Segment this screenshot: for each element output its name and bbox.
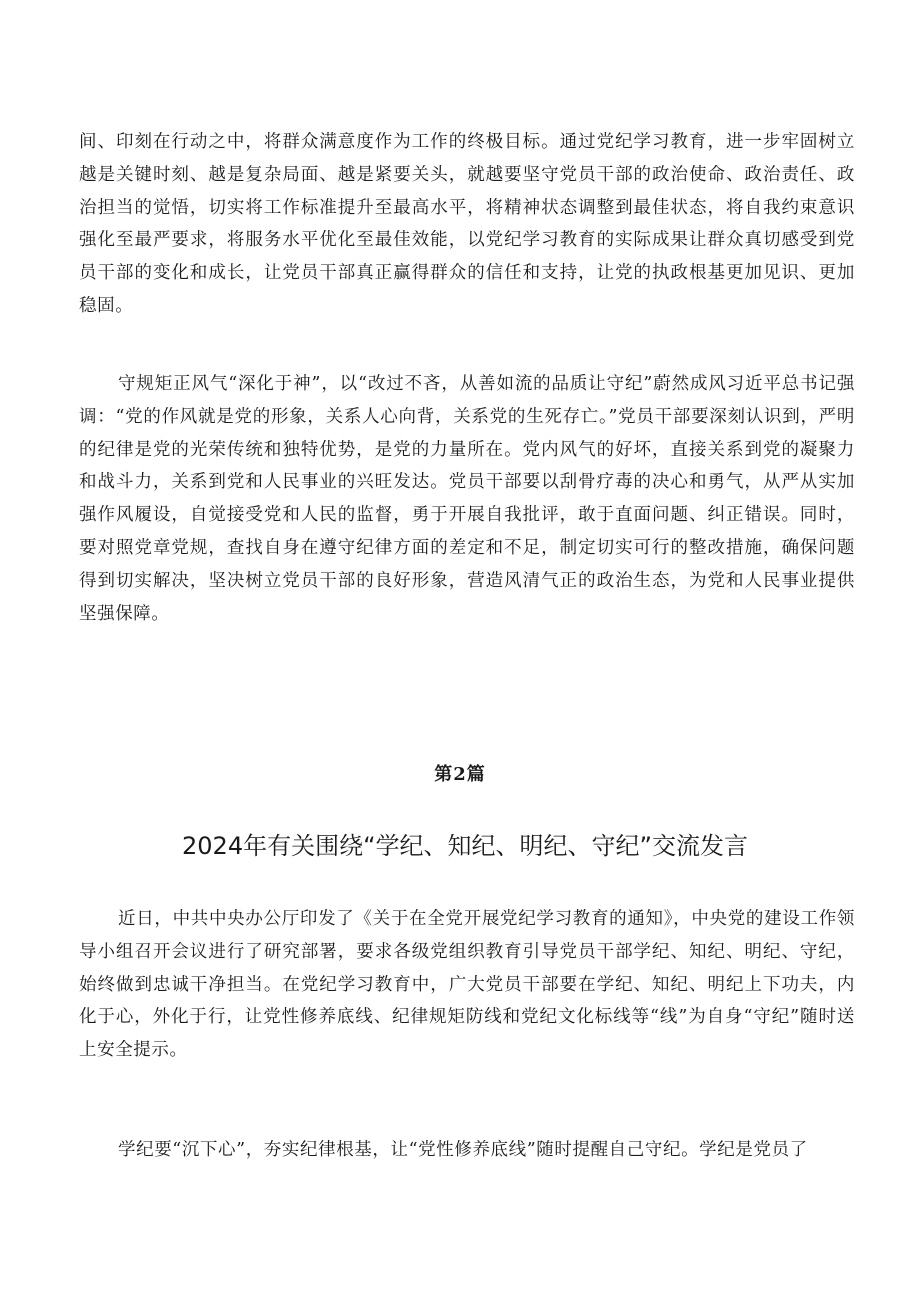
document-title: 2024年有关围绕“学纪、知纪、明纪、守纪”交流发言 — [182, 832, 748, 860]
body-paragraph: 学纪要“沉下心”，夯实纪律根基，让“党性修养底线”随时提醒自己守纪。学纪是党员了 — [118, 1140, 808, 1160]
section-label: 第2篇 — [434, 764, 486, 785]
body-paragraph: 近日，中共中央办公厅印发了《关于在全党开展党纪学习教育的通知》，中央党的建设工作领导小组召开会议进行了研究部署，要求各级党组织教育引导党员干部学纪、知纪、明纪、守纪，始终做到忠诚干净担当。在党纪学习教育中，广大党员干部要在学纪、知纪、明纪上下功夫，内化于心，外化于行，让党性修养底线、纪律规矩防线和党纪文化标线等“线”为自身“守纪”随时送上安全提示。 — [79, 909, 855, 1061]
body-paragraph: 间、印刻在行动之中，将群众满意度作为工作的终极目标。通过党纪学习教育，进一步牢固树立越是关键时刻、越是复杂局面、越是紧要关头，就越要坚守党员干部的政治使命、政治责任、政治担当的觉悟，切实将工作标准提升至最高水平，将精神状态调整到最佳状态，将自我约束意识强化至最严要求，将服务水平优化至最佳效能，以党纪学习教育的实际成果让群众真切感受到党员干部的变化和成长，让党员干部真正赢得群众的信任和支持，让党的执政根基更加见识、更加稳固。 — [79, 132, 855, 316]
body-paragraph: 守规矩正风气“深化于神”，以“改过不吝，从善如流的品质让守纪”蔚然成风习近平总书记强调：“党的作风就是党的形象，关系人心向背，关系党的生死存亡。”党员干部要深刻认识到，严明的纪律是党的光荣传统和独特优势，是党的力量所在。党内风气的好坏，直接关系到党的凝聚力和战斗力，关系到党和人民事业的兴旺发达。党员干部要以刮骨疗毒的决心和勇气，从严从实加强作风履设，自觉接受党和人民的监督，勇于开展自我批评，敢于直面问题、纠正错误。同时，要对照党章党规，查找自身在遵守纪律方面的差定和不足，制定切实可行的整改措施，确保问题得到切实解决，坚决树立党员干部的良好形象，营造风清气正的政治生态，为党和人民事业提供坚强保障。 — [79, 374, 855, 624]
